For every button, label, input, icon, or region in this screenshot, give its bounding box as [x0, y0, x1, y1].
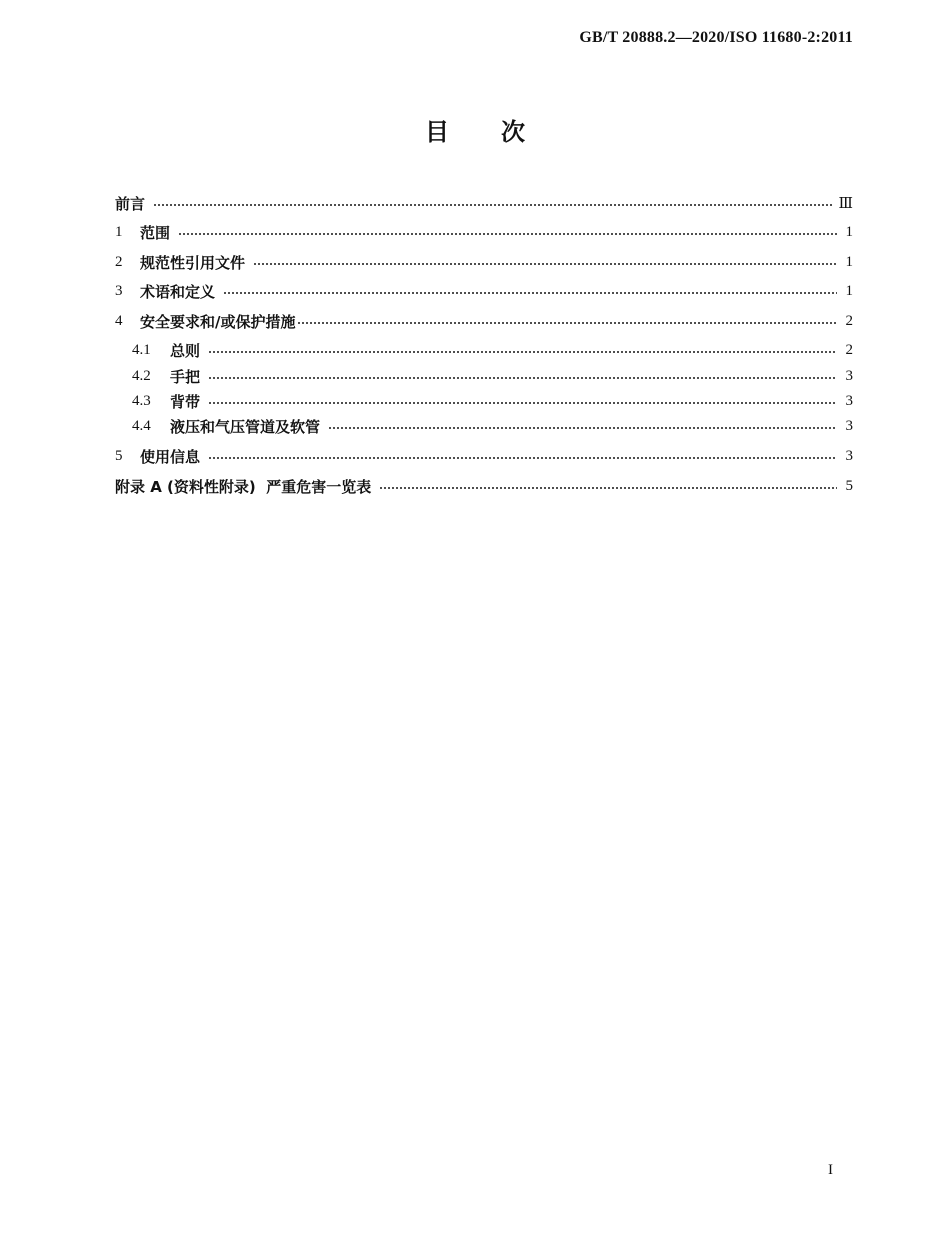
toc-section-number: 4.2: [132, 367, 151, 384]
toc-entry-handles[interactable]: [132, 365, 853, 387]
toc-leader-dots: [253, 263, 837, 265]
toc-entry-harness[interactable]: [132, 390, 853, 412]
toc-section-number: 4.1: [132, 341, 151, 358]
toc-section-number: 4.3: [132, 392, 151, 409]
toc-section-number: 1: [115, 223, 123, 240]
toc-leader-dots: [223, 292, 837, 294]
toc-entry-preface[interactable]: [115, 192, 853, 214]
toc-page-number: 3: [845, 417, 853, 434]
toc-page-number: 2: [845, 341, 853, 358]
toc-label: 使用信息: [140, 447, 201, 466]
toc-leader-dots: [208, 402, 837, 404]
toc-entry-annex-a[interactable]: [115, 475, 853, 497]
toc-section-number: 4: [115, 312, 123, 329]
toc-leader-dots: [328, 427, 837, 429]
toc-leader-dots: [208, 377, 837, 379]
toc-entry-safety-requirements[interactable]: [115, 310, 853, 332]
toc-page-number: Ⅲ: [838, 195, 853, 212]
toc-page-number: 3: [845, 367, 853, 384]
toc-label: 背带: [170, 392, 201, 411]
toc-leader-dots: [297, 322, 837, 324]
toc-page-number: 3: [845, 392, 853, 409]
toc-label: 液压和气压管道及软管: [170, 417, 321, 436]
toc-label: 安全要求和/或保护措施: [140, 312, 296, 331]
page-number: I: [828, 1162, 833, 1178]
toc-entry-hydraulic-pneumatic-lines[interactable]: [132, 415, 853, 437]
toc-label: 规范性引用文件: [140, 253, 246, 272]
toc-section-number: 5: [115, 447, 123, 464]
toc-page-number: 5: [845, 477, 853, 494]
toc-page-number: 3: [845, 447, 853, 464]
toc-leader-dots: [208, 351, 837, 353]
toc-leader-dots: [178, 233, 837, 235]
toc-label: 手把: [170, 367, 201, 386]
toc-page-number: 1: [845, 282, 853, 299]
toc-label: 范围: [140, 223, 171, 242]
toc-section-number: 4.4: [132, 417, 151, 434]
toc-section-number: 3: [115, 282, 123, 299]
toc-leader-dots: [379, 487, 837, 489]
standard-code: GB/T 20888.2—2020/ISO 11680-2:2011: [579, 29, 853, 46]
toc-entry-general[interactable]: [132, 339, 853, 361]
toc-leader-dots: [208, 457, 837, 459]
toc-leader-dots: [153, 204, 833, 206]
toc-page-number: 1: [845, 253, 853, 270]
toc-page-number: 1: [845, 223, 853, 240]
toc-label: 前言: [115, 194, 146, 213]
toc-entry-information-for-use[interactable]: [115, 445, 853, 467]
toc-entry-terms-definitions[interactable]: [115, 280, 853, 302]
toc-section-number: 2: [115, 253, 123, 270]
toc-entry-scope[interactable]: [115, 221, 853, 243]
page-title: [0, 112, 950, 147]
toc-entry-normative-references[interactable]: [115, 251, 853, 273]
toc-label: 总则: [170, 341, 201, 360]
title-char-2: 次: [501, 118, 525, 146]
title-char-1: 目: [425, 118, 449, 146]
toc-page-number: 2: [845, 312, 853, 329]
toc-label: 术语和定义: [140, 282, 216, 301]
toc-label: 附录 A (资料性附录) 严重危害一览表: [115, 477, 372, 496]
